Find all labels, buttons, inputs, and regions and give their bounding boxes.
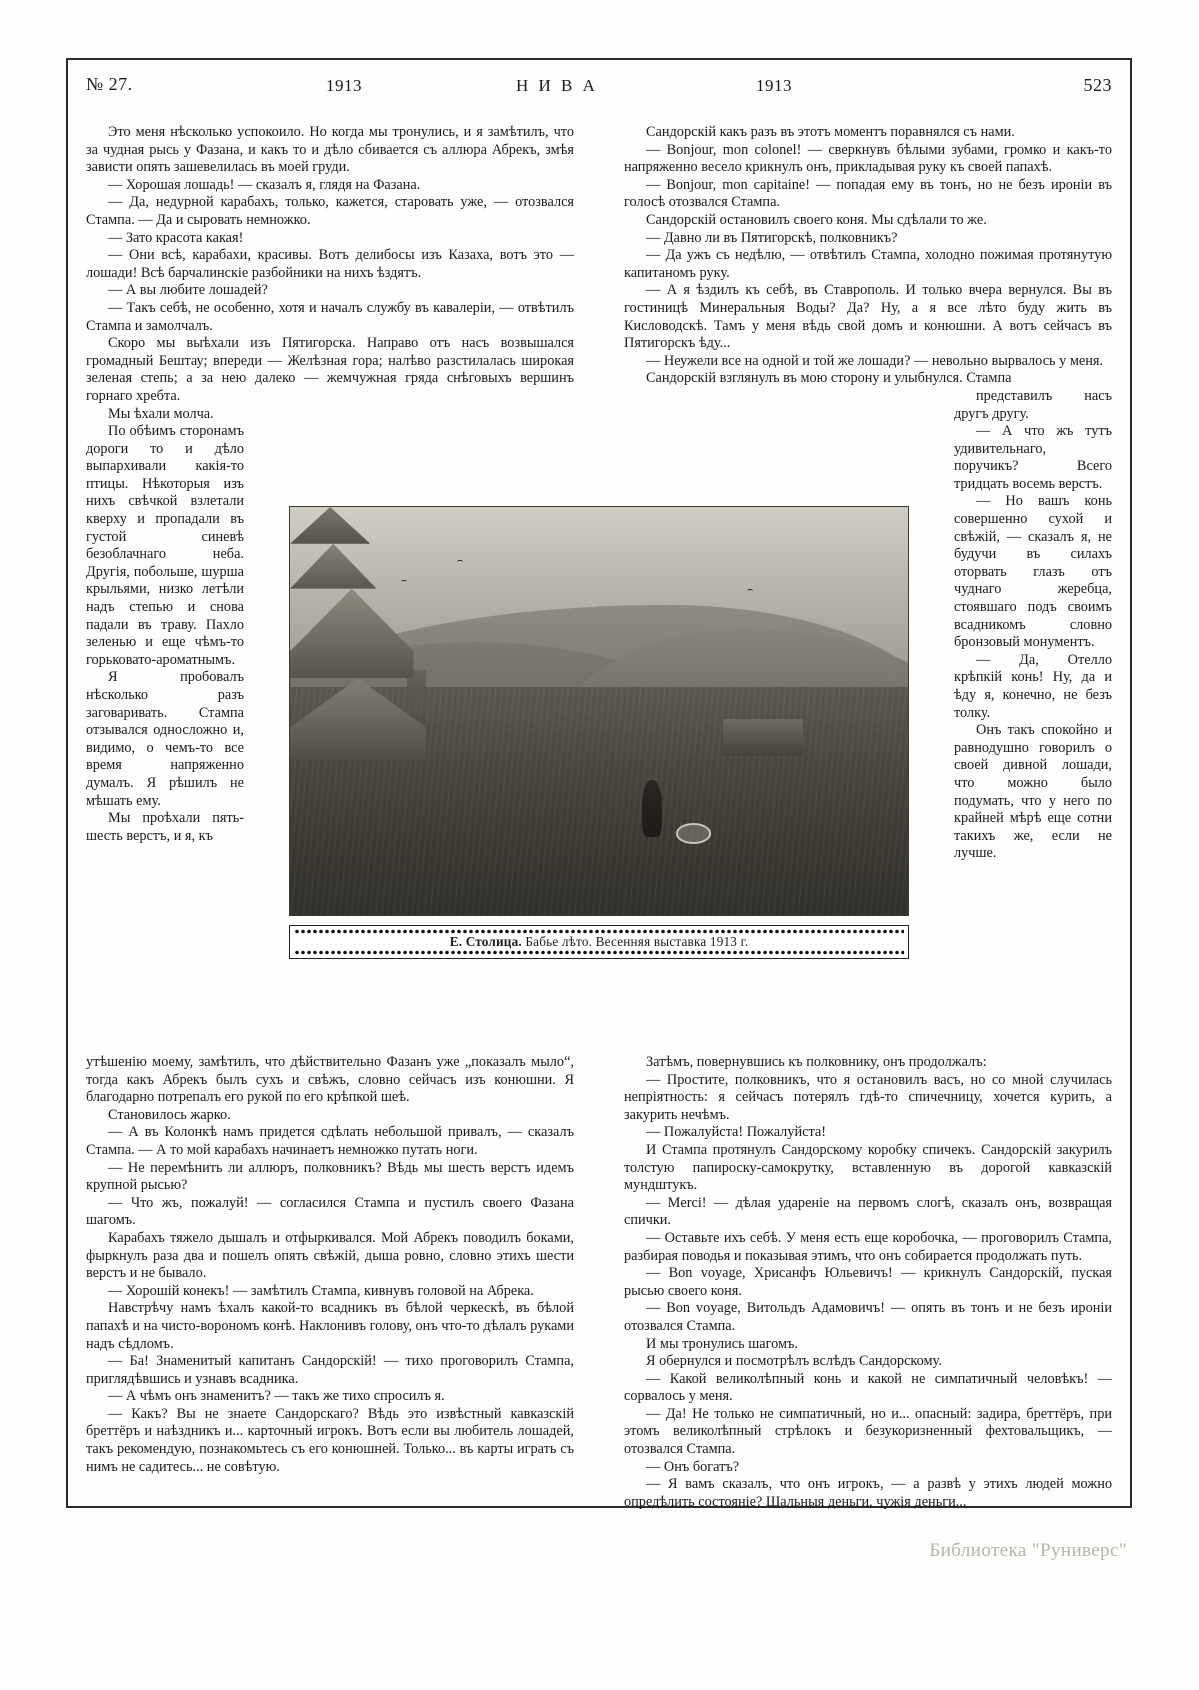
library-watermark: Библиотека "Руниверс" [929,1540,1127,1561]
caption-title: Бабье лѣто. [525,934,593,949]
paragraph: — Bonjour, mon capitaine! — попадая ему въ тонъ, но не безъ ироніи въ голосѣ отозвался Стампа. [624,176,1112,211]
paragraph: Онъ такъ спокойно и равнодушно говорилъ о своей дивной лошади, что можно было подумать, что у него по крайней мѣрѣ еще сотни такихъ же, если не лучше. [954,722,1112,862]
paragraph: — Да! Не только не симпатичный, но и... опасный: задира, бреттёръ, при этомъ великолѣпный стрѣлокъ и безукоризненный фехтовальщикъ, — отозвался Стампа. [624,1405,1112,1458]
figure [289,506,909,959]
page-number: 523 [1083,75,1112,95]
figure-caption [289,925,909,959]
paragraph: Становилось жарко. [108,1106,231,1123]
magazine-title: Н И В А [516,76,598,95]
paragraph: Мы проѣхали пять-шесть верстъ, и я, къ [86,810,244,844]
paragraph: — А вы любите лошадей? [108,282,268,299]
paragraph: — Какъ? Вы не знаете Сандорскаго? Вѣдь это извѣстный кавказскій бреттёръ и наѣздникъ и... карточный игрокъ. Вотъ если вы любитель лошадей, такъ рекомендую, познакомьтесь съ его конюшней. Только... въ карты играть съ нимъ не садитесь... не совѣтую. [86,1405,574,1475]
bird-icon [457,560,463,564]
paragraph: — Да, Отелло крѣпкій конь! Ну, да и ѣду я, конечно, не безъ толку. [954,651,1112,721]
paragraph: утѣшенію моему, замѣтилъ, что дѣйствительно Фазанъ уже „показалъ мыло“, тогда какъ Абрекъ былъ сухъ и свѣжъ, словно сейчасъ изъ конюшни. Я благодарно потрепалъ его рукой по его крѣпкой шеѣ. [86,1054,574,1106]
paragraph: Я пробовалъ нѣсколько разъ заговаривать. Стампа отзывался односложно и, видимо, о чемъ-то все время напряженно думалъ. Я рѣшилъ не мѣшать ему. [86,669,244,809]
issue-number: № 27. [86,74,133,94]
caption-note: Весенняя выставка 1913 г. [595,934,749,949]
paragraph: представилъ насъ другъ другу. [954,387,1112,422]
paragraph: По обѣимъ сторонамъ дороги то и дѣло выпархивали какія-то птицы. Нѣкоторыя изъ нихъ свѣчкой взлетали кверху и пропадали въ густой синевѣ безоблачнаго неба. Другія, побольше, шурша крыльями, низко летѣли надъ степью и снова падали въ траву. Пахло зеленью и еще чѣмъ-то горьковато-ароматнымъ. [86,423,244,668]
paragraph: — А я ѣздилъ къ себѣ, въ Ставрополь. И только вчера вернулся. Вы въ гостиницѣ Минеральныя Воды? Да? Ну, а я все лѣто буду жить въ Кисловодскѣ. Тамъ у меня вѣдь свой домъ и конюшни. А вотъ сейчасъ въ Пятигорскъ ѣду... [624,282,1112,352]
caption-author: Е. Столица. [449,934,522,949]
column-left-lower [86,1054,574,1476]
paragraph: Навстрѣчу намъ ѣхалъ какой-то всадникъ въ бѣлой черкескѣ, въ бѣлой папахѣ и на чисто-ворономъ конѣ. Наклонивъ голову, онъ что-то дѣлалъ руками надъ сѣдломъ. [86,1300,574,1352]
paragraph: — Хорошій конекъ! — замѣтилъ Стампа, кивнувъ головой на Абрека. [108,1282,534,1299]
paragraph: Скоро мы выѣхали изъ Пятигорска. Направо отъ насъ возвышался громадный Бештау; впереди — Желѣзная гора; налѣво разстилалась широкая зеленая степь; а за нею далеко — жемчужная гряда снѣговыхъ вершинъ горнаго хребта. [86,335,574,404]
paragraph: Мы ѣхали молча. [108,405,214,422]
peasant-woman-figure [642,780,662,837]
paragraph: И мы тронулись шагомъ. [646,1335,798,1352]
paragraph: Сандорскій взглянулъ въ мою сторону и улыбнулся. Стампа [646,370,1012,387]
shed [723,719,803,756]
paragraph: — А въ Колонкѣ намъ придется сдѣлать небольшой привалъ, — сказалъ Стампа. — А то мой карабахъ начинаетъ немножко путать ноги. [86,1124,574,1158]
paragraph: Я обернулся и посмотрѣлъ вслѣдъ Сандорскому. [646,1353,942,1370]
paragraph: — Хорошая лошадь! — сказалъ я, глядя на Фазана. [108,176,421,193]
paragraph: — Онъ богатъ? [646,1458,740,1475]
column-right-narrow [954,388,1112,863]
paragraph: — Они всѣ, карабахи, красивы. Вотъ делибосы изъ Казаха, вотъ это — лошади! Всѣ барчалинскіе разбойники на нихъ ѣздятъ. [86,247,574,281]
paragraph: — Давно ли въ Пятигорскѣ, полковникъ? [646,229,898,246]
paragraph: — Ба! Знаменитый капитанъ Сандорскій! — тихо проговорилъ Стампа, приглядѣвшись и узнавъ всадника. [86,1353,574,1387]
column-right-lower [624,1054,1112,1511]
paragraph: — Такъ себѣ, не особенно, хотя и началъ службу въ кавалеріи, — отвѣтилъ Стампа и замолчалъ. [86,299,574,334]
basket [676,823,711,843]
paragraph: — Неужели все на одной и той же лошади? — невольно вырвалось у меня. [646,352,1104,369]
year-left: 1913 [326,76,362,95]
paragraph: — Bonjour, mon colonel! — сверкнувъ бѣлыми зубами, громко и какъ-то напряженно весело крикнулъ онъ, прикладывая руку къ своей папахѣ. [624,141,1112,176]
paragraph: — Оставьте ихъ себѣ. У меня есть еще коробочка, — проговорилъ Стампа, разбирая поводья и показывая этимъ, что онъ собирается продолжать путь. [624,1229,1112,1264]
paragraph: — Да ужъ съ недѣлю, — отвѣтилъ Стампа, холодно пожимая протянутую капитаномъ руку. [624,247,1112,281]
column-left-narrow [86,423,244,845]
paragraph: — Да, недурной карабахъ, только, кажется, старовать уже, — отозвался Стампа. — Да и сыровать немножко. [86,194,574,228]
paragraph: — Merci! — дѣлая удареніе на первомъ слогѣ, сказалъ онъ, возвращая спички. [624,1194,1112,1229]
paragraph: — А чѣмъ онъ знаменитъ? — такъ же тихо спросилъ я. [108,1388,445,1405]
paragraph: — Я вамъ сказалъ, что онъ игрокъ, — а развѣ у этихъ людей можно опредѣлить состояніе? Шальныя деньги, чужія деньги... [624,1476,1112,1510]
paragraph: Затѣмъ, повернувшись къ полковнику, онъ продолжалъ: [646,1054,987,1070]
paragraph: — Зато красота какая! [108,229,244,246]
paragraph: — Bon voyage, Хрисанфъ Юльевичъ! — крикнулъ Сандорскій, пуская рысью своего коня. [624,1265,1112,1299]
running-head [86,74,1112,108]
paragraph: Сандорскій какъ разъ въ этотъ моментъ поравнялся съ нами. [646,124,1015,140]
paragraph: — Но вашъ конь совершенно сухой и свѣжій, — сказалъ я, не будучи въ силахъ оторвать глазъ отъ чуднаго жеребца, стоявшаго подъ своимъ всадникомъ словно бронзовый монументъ. [954,493,1112,651]
paragraph: И Стампа протянулъ Сандорскому коробку спичекъ. Сандорскій закурилъ толстую папироску-самокрутку, вставленную въ дорогой кавказскій мундштукъ. [624,1141,1112,1194]
paragraph: — Какой великолѣпный конь и какой не симпатичный человѣкъ! — сорвалось у меня. [624,1370,1112,1405]
paragraph: Сандорскій остановилъ своего коня. Мы сдѣлали то же. [646,211,987,228]
illustration-image [289,506,909,916]
paragraph: — Не перемѣнить ли аллюръ, полковникъ? Вѣдь мы шесть верстъ идемъ крупной рысью? [86,1159,574,1194]
paragraph: Карабахъ тяжело дышалъ и отфыркивался. Мой Абрекъ поводилъ боками, фыркнулъ раза два и пошелъ опять свѣжій, дыша ровно, словно этихъ шести верстъ и не бывало. [86,1229,574,1282]
bird-icon [747,589,753,593]
paragraph: Это меня нѣсколько успокоило. Но когда мы тронулись, и я замѣтилъ, что за чудная рысь у Фазана, и какъ то и дѣло сбивается съ аллюра Абрекъ, змѣя зависти опять зашевелилась въ моей груди. [86,124,574,176]
page-content [86,74,1112,1510]
paragraph: — Bon voyage, Витольдъ Адамовичъ! — опять въ тонъ и не безъ ироніи отозвался Стампа. [624,1300,1112,1334]
paragraph: — А что жъ тутъ удивительнаго, поручикъ? Всего тридцать восемь верстъ. [954,423,1112,492]
caption-line [450,934,748,950]
paragraph: — Что жъ, пожалуй! — согласился Стампа и пустилъ своего Фазана шагомъ. [86,1194,574,1229]
paragraph: — Простите, полковникъ, что я остановилъ васъ, но со мной случилась непріятность: я сейчасъ потерялъ гдѣ-то спичечницу, хочется курить, а закурить нечѣмъ. [624,1071,1112,1123]
year-right: 1913 [756,76,792,95]
paragraph: — Пожалуйста! Пожалуйста! [646,1124,826,1141]
